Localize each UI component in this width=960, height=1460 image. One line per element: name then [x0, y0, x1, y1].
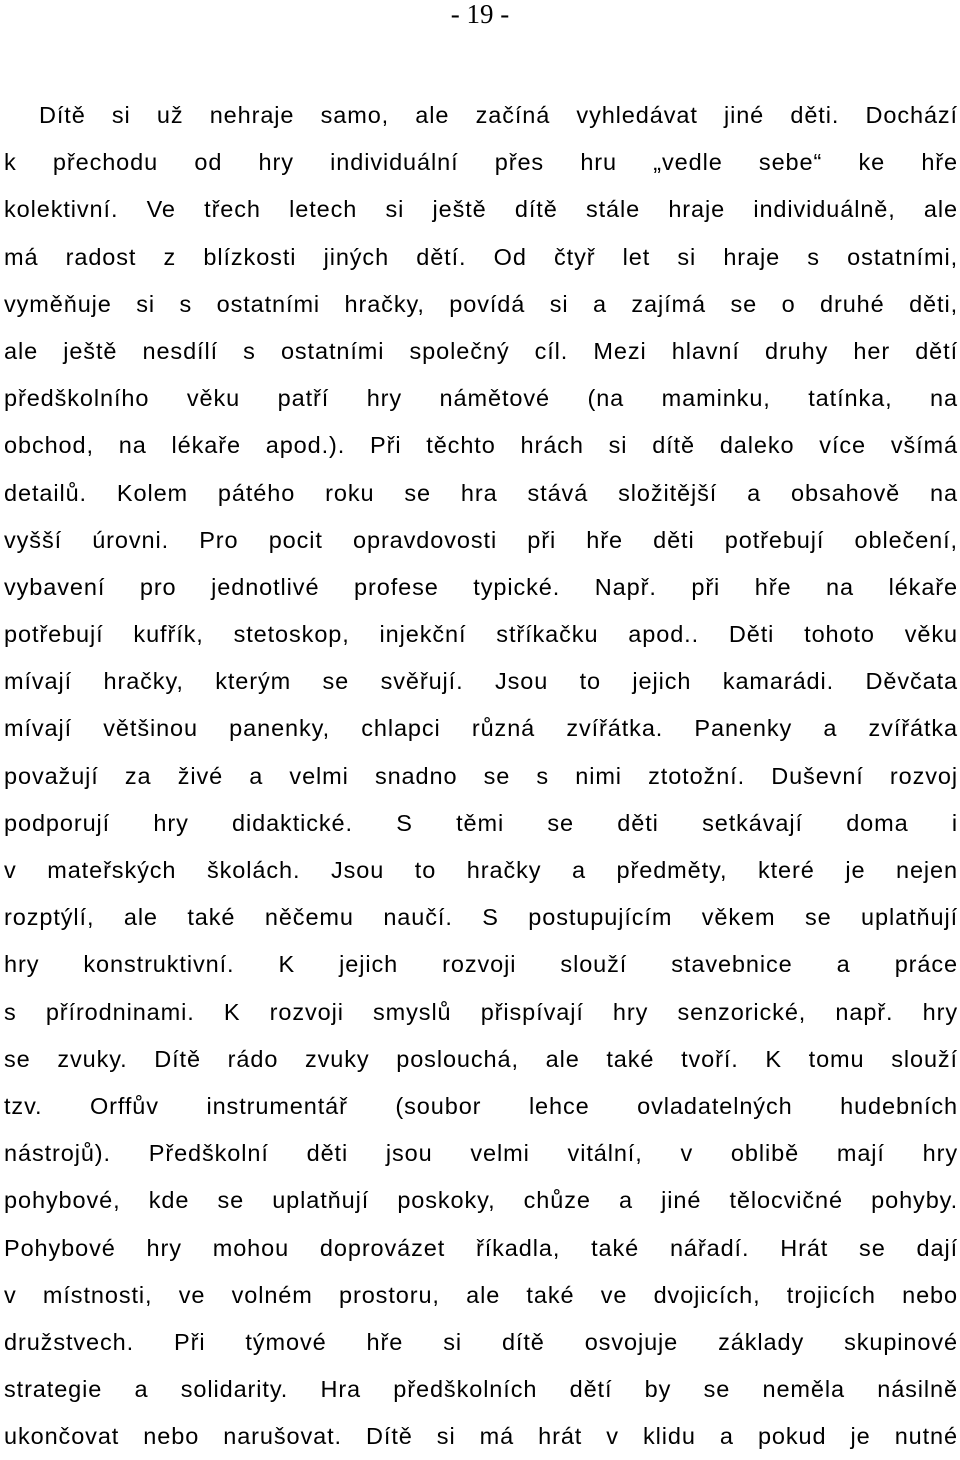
text-line: nástrojů). Předškolní děti jsou velmi vitální, v oblibě mají hry: [4, 1140, 958, 1167]
text-line: strategie a solidarity. Hra předškolních dětí by se neměla násilně: [4, 1376, 958, 1403]
text-line: kolektivní. Ve třech letech si ještě dítě stále hraje individuálně, ale: [4, 196, 958, 223]
text-line: v místnosti, ve volném prostoru, ale také ve dvojicích, trojicích nebo: [4, 1281, 958, 1308]
text-line: mívají většinou panenky, chlapci různá zvířátka. Panenky a zvířátka: [4, 715, 958, 742]
text-line: se zvuky. Dítě rádo zvuky poslouchá, ale také tvoří. K tomu slouží: [4, 1045, 958, 1072]
text-line: považují za živé a velmi snadno se s nimi ztotožní. Duševní rozvoj: [4, 762, 958, 789]
text-line: obchod, na lékaře apod.). Při těchto hrách si dítě daleko více všímá: [4, 432, 958, 459]
text-line: rozptýlí, ale také něčemu naučí. S postupujícím věkem se uplatňují: [4, 904, 958, 931]
text-line: s přírodninami. K rozvoji smyslů přispívají hry senzorické, např. hry: [4, 998, 958, 1025]
text-line: ukončovat nebo narušovat. Dítě si má hrát v klidu a pokud je nutné: [4, 1423, 958, 1450]
page-number: - 19 -: [450, 0, 510, 29]
text-line: Dítě si už nehraje samo, ale začíná vyhledávat jiné děti. Dochází: [39, 102, 958, 128]
text-line: předškolního věku patří hry námětové (na maminku, tatínka, na: [4, 385, 958, 412]
text-line: detailů. Kolem pátého roku se hra stává složitější a obsahově na: [4, 479, 958, 506]
text-line: hry konstruktivní. K jejich rozvoji slouží stavebnice a práce: [4, 951, 958, 978]
text-line: družstvech. Při týmové hře si dítě osvojuje základy skupinové: [4, 1328, 958, 1355]
text-line: tzv. Orffův instrumentář (soubor lehce ovladatelných hudebních: [4, 1092, 958, 1119]
text-line: potřebují kufřík, stetoskop, injekční stříkačku apod.. Děti tohoto věku: [4, 621, 958, 648]
text-line: vyměňuje si s ostatními hračky, povídá si a zajímá se o druhé děti,: [4, 290, 958, 317]
text-line: ale ještě nesdílí s ostatními společný cíl. Mezi hlavní druhy her dětí: [4, 337, 958, 364]
body-paragraph: [4, 92, 958, 1460]
text-line: Pohybové hry mohou doprovázet říkadla, také nářadí. Hrát se dají: [4, 1234, 958, 1261]
text-line: má radost z blízkosti jiných dětí. Od čtyř let si hraje s ostatními,: [4, 243, 958, 270]
text-line: k přechodu od hry individuální přes hru „vedle sebe“ ke hře: [4, 149, 958, 176]
text-line: vybavení pro jednotlivé profese typické. Např. při hře na lékaře: [4, 573, 958, 600]
text-line: vyšší úrovni. Pro pocit opravdovosti při hře děti potřebují oblečení,: [4, 526, 958, 553]
text-line: pohybové, kde se uplatňují poskoky, chůze a jiné tělocvičné pohyby.: [4, 1187, 958, 1214]
text-line: v mateřských školách. Jsou to hračky a předměty, které je nejen: [4, 857, 958, 883]
text-line: podporují hry didaktické. S těmi se děti setkávají doma i: [4, 809, 958, 836]
text-line: mívají hračky, kterým se svěřují. Jsou to jejich kamarádi. Děvčata: [4, 668, 958, 695]
